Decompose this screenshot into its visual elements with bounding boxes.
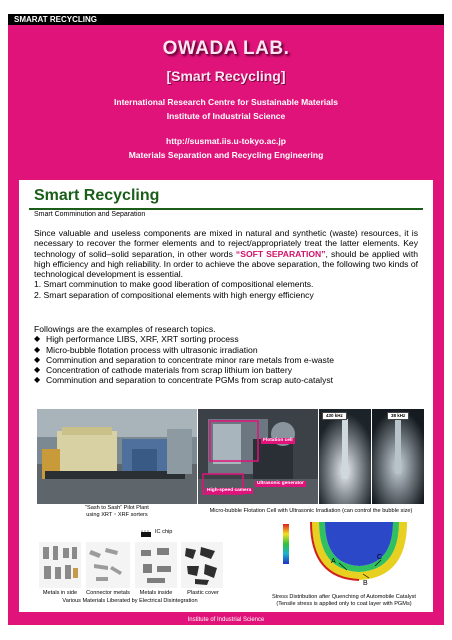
metals-in-side-label: Metals in side: [42, 590, 78, 596]
list-item: ◆ High performance LIBS, XRF, XRT sorting process: [34, 334, 424, 344]
research-topics: [34, 324, 424, 386]
centre-name: International Research Centre for Sustainable Materials: [114, 97, 338, 107]
metals-inside-2-photo: [135, 542, 177, 588]
list-item: ◆ Concentration of cathode materials from scrap lithium ion battery: [34, 365, 424, 375]
top-bar: SMARAT RECYCLING: [8, 14, 444, 25]
poster-header: [8, 25, 444, 177]
plastic-cover-photo: [181, 542, 223, 588]
institute-name: Institute of Industrial Science: [166, 111, 286, 121]
stress-label-b: B: [363, 580, 368, 587]
section-title: Smart Recycling: [34, 187, 160, 204]
list-item: ◆ Comminution and separation to concentrate PGMs from scrap auto-catalyst: [34, 375, 424, 385]
ic-chip-icon: [139, 527, 153, 537]
para-text-b: , should be applied with high efficiency and high reliability. In order to achieve the above separation, the following two kinds of technological development is essential.: [34, 248, 419, 280]
point-1: 1. Smart comminution to make good liberation of compositional elements.: [34, 279, 314, 290]
connector-metals-photo: [86, 542, 130, 588]
khz-430-label: 430 kHz: [322, 412, 347, 420]
flotation-cell-tag: Flotation cell: [263, 438, 293, 443]
section-subtitle: Smart Comminution and Separation: [34, 211, 146, 218]
plastic-cover-label: Plastic cover: [187, 590, 219, 596]
materials-caption: Various Materials Liberated by Electrical Disintegration: [62, 598, 198, 604]
list-item: ◆ Comminution and separation to concentrate minor rare metals from e-waste: [34, 355, 424, 365]
stress-caption-2: (Tensile stress is applied only to coat layer with PGMs): [276, 601, 412, 607]
poster-footer: Institute of Industrial Science: [187, 617, 265, 623]
stress-distribution-figure: [281, 518, 421, 588]
topics-intro: Followings are the examples of research topics.: [34, 324, 216, 334]
flotation-caption: Micro-bubble Flotation Cell with Ultrasonic Irradiation (can control the bubble size): [209, 508, 413, 514]
section-divider: [29, 208, 423, 210]
lab-title: OWADA LAB.: [162, 38, 290, 59]
stress-label-a: A: [331, 558, 336, 565]
soft-separation-highlight: “SOFT SEPARATION”: [235, 248, 326, 259]
khz-38-label: 38 kHz: [387, 412, 409, 420]
bubble-photo-38khz: [372, 409, 424, 504]
high-speed-camera-tag: High-speed camera: [207, 488, 252, 493]
point-2: 2. Smart separation of compositional elements with high energy efficiency: [34, 289, 314, 300]
lab-url[interactable]: http://susmat.iis.u-tokyo.ac.jp: [166, 136, 286, 146]
stress-label-c: C: [377, 554, 383, 561]
ic-chip-label: IC chip: [155, 529, 173, 535]
ultrasonic-generator-tag: Ultrasonic generator: [257, 481, 304, 486]
metals-inside-photo: [39, 542, 81, 588]
pilot-caption-1: “Sash to Sash” Pilot Plant: [85, 505, 149, 511]
para-text-a: Since valuable and useless components are mixed in natural and synthetic (waste) resources, it is necessary to recover the former elements and to reject/appropriately treat the latter elements. Key technology of solid–solid separation, in other words: [34, 228, 418, 259]
pilot-plant-photo: [37, 409, 197, 504]
connector-metals-label: Connector metals: [86, 590, 130, 596]
stress-caption-1: Stress Distribution after Quenching of Automobile Catalyst: [272, 594, 416, 600]
list-item: ◆ Micro-bubble flotation process with ultrasonic irradiation: [34, 345, 424, 355]
lab-subtitle: [Smart Recycling]: [166, 68, 286, 84]
intro-text: [34, 228, 418, 300]
department-name: Materials Separation and Recycling Engineering: [128, 150, 324, 160]
bubble-photo-430khz: [319, 409, 371, 504]
content-panel: [19, 180, 433, 612]
pilot-caption-2: using XRT・XRF sorters: [86, 512, 148, 518]
metals-inside-label: Metals inside: [139, 590, 173, 596]
